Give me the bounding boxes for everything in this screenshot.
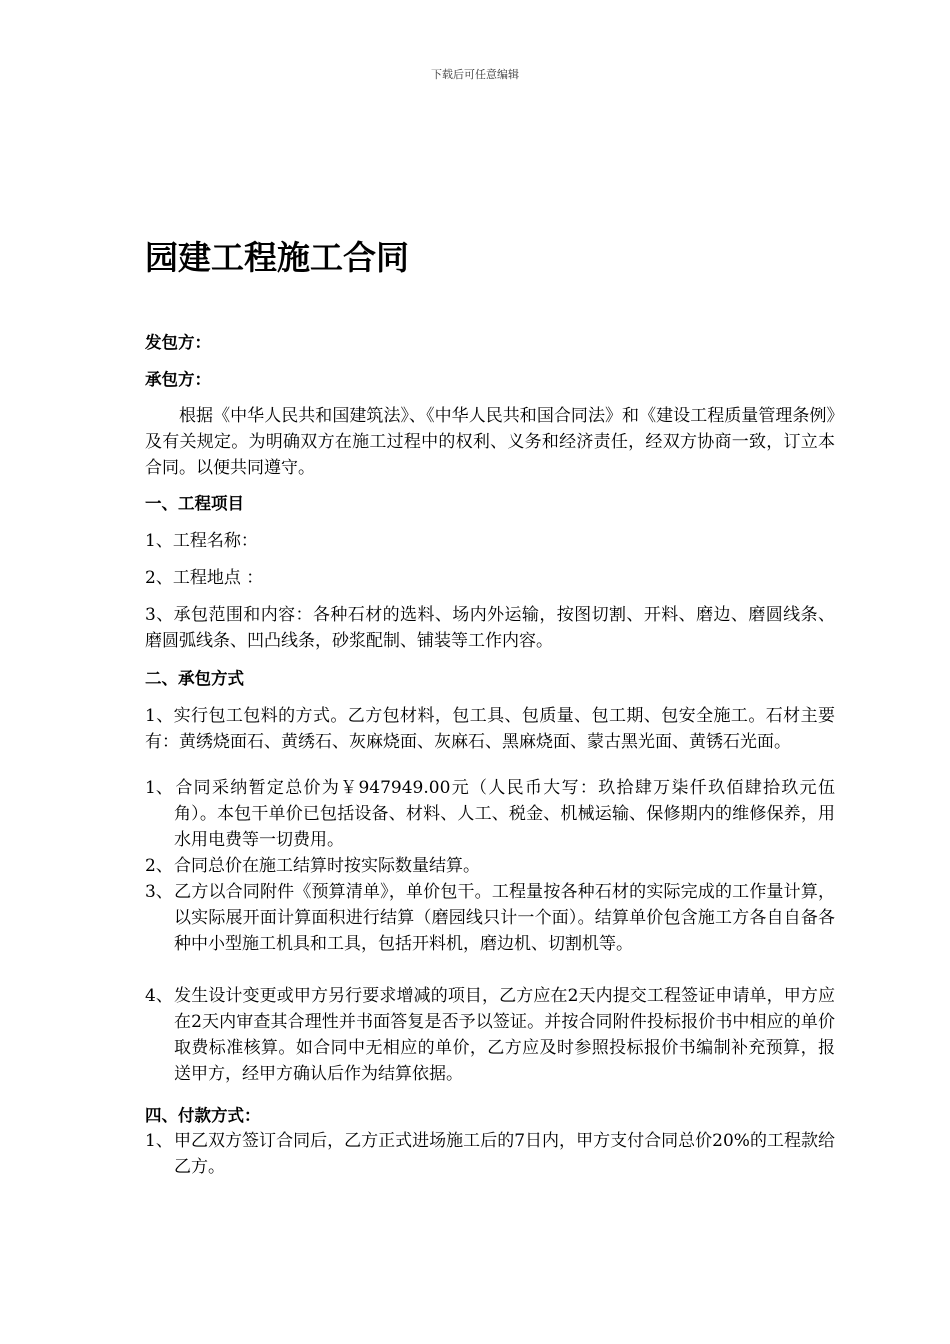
list-item-number: 3、	[145, 882, 173, 902]
list-item-number: 1、	[145, 778, 173, 798]
section-2-list-item	[145, 853, 835, 879]
list-item-text: 乙方以合同附件《预算清单》，单价包干。工程量按各种石材的实际完成的工作量计算，以实际展开面计算面积进行结算（磨园线只计一个面）。结算单价包含施工方各自自备各种中小型施工机具和工具，包括开料机，磨边机、切割机等。	[174, 882, 835, 954]
list-item-number: 2、	[145, 856, 173, 876]
list-item-number: 1、	[145, 1131, 173, 1151]
list-item-text: 甲乙双方签订合同后，乙方正式进场施工后的7日内，甲方支付合同总价20%的工程款给乙方。	[174, 1131, 835, 1177]
section-4-heading: 四、付款方式：	[145, 1106, 261, 1125]
preamble-paragraph: 根据《中华人民共和国建筑法》、《中华人民共和国合同法》和《建设工程质量管理条例》及有关规定。为明确双方在施工过程中的权利、义务和经济责任，经双方协商一致，订立本合同。以便共同遵守。	[145, 406, 835, 478]
section-4-list-item	[145, 1128, 835, 1180]
list-item-text: 合同采纳暂定总价为￥947949.00元（人民币大写：玖拾肆万柒仟玖佰肆拾玖元伍角）。本包干单价已包括设备、材料、人工、税金、机械运输、保修期内的维修保养，用水用电费等一切费用。	[174, 778, 835, 850]
section-2-list-item	[145, 983, 835, 1087]
section-1-heading: 一、工程项目	[145, 494, 244, 513]
list-item-number: 4、	[145, 986, 173, 1006]
section-2-list-item	[145, 775, 835, 853]
document-title: 园建工程施工合同	[145, 238, 409, 277]
list-item-text: 发生设计变更或甲方另行要求增减的项目，乙方应在2天内提交工程签证申请单，甲方应在2天内审查其合理性并书面答复是否予以签证。并按合同附件投标报价书中相应的单价取费标准核算。如合同中无相应的单价，乙方应及时参照投标报价书编制补充预算，报送甲方，经甲方确认后作为结算依据。	[174, 986, 835, 1084]
section-1-item-2: 2、工程地点 ：	[145, 568, 264, 588]
section-1-item-3: 3、承包范围和内容：各种石材的选料、场内外运输，按图切割、开料、磨边、磨圆线条、磨圆弧线条、凹凸线条，砂浆配制、铺装等工作内容。	[145, 605, 835, 651]
party-a-label: 发包方：	[145, 333, 211, 352]
list-item-text: 合同总价在施工结算时按实际数量结算。	[174, 856, 480, 876]
section-2-list-item	[145, 879, 835, 957]
party-b-label: 承包方：	[145, 370, 211, 389]
section-2-heading: 二、承包方式	[145, 669, 244, 688]
page-header-note: 下载后可任意编辑	[431, 68, 519, 81]
section-1-item-1: 1、工程名称：	[145, 531, 258, 551]
section-2-intro: 1、实行包工包料的方式。乙方包材料，包工具、包质量、包工期、包安全施工。石材主要有：黄绣烧面石、黄绣石、灰麻烧面、灰麻石、黑麻烧面、蒙古黑光面、黄锈石光面。	[145, 706, 835, 752]
